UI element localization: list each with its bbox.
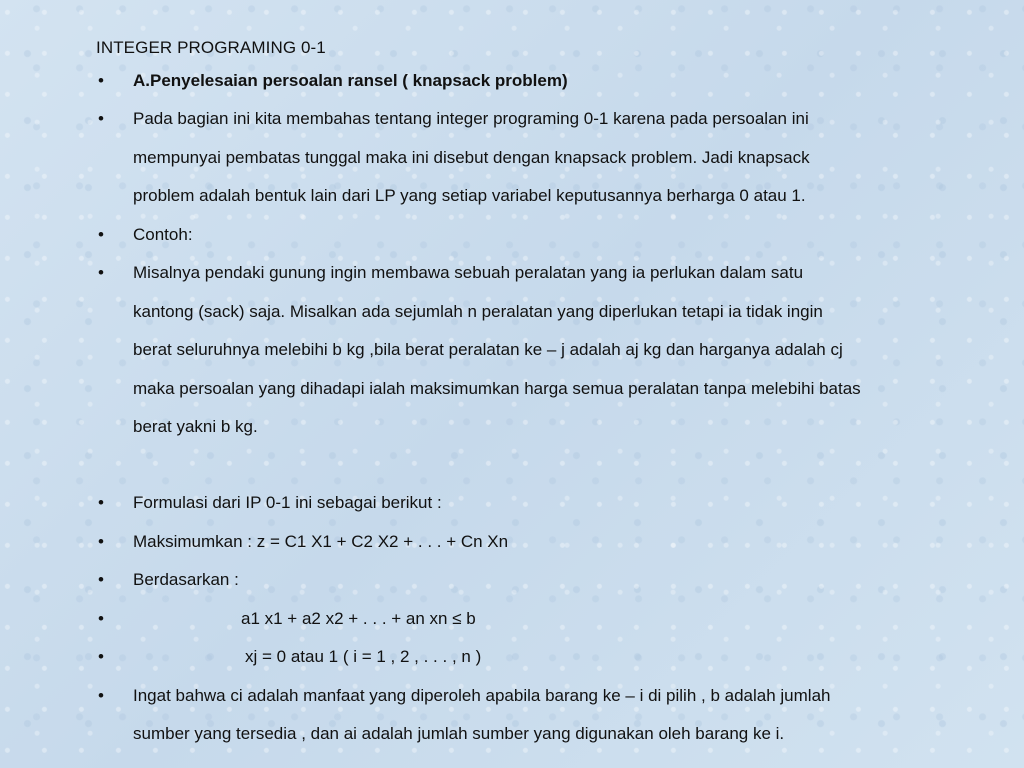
bullet-marker: • (98, 263, 104, 282)
paragraph-line: berat yakni b kg. (133, 417, 258, 436)
slide-title: INTEGER PROGRAMING 0-1 (96, 38, 326, 57)
bullet-marker: • (98, 225, 104, 244)
constraint-line: a1 x1 + a2 x2 + . . . + an xn ≤ b (241, 609, 476, 628)
formula-line: Maksimumkan : z = C1 X1 + C2 X2 + . . . + Cn Xn (133, 532, 509, 551)
constraint-line: xj = 0 atau 1 ( i = 1 , 2 , . . . , n ) (245, 647, 482, 666)
paragraph-line: maka persoalan yang dihadapi ialah maksimumkan harga semua peralatan tanpa melebihi batas (133, 379, 861, 398)
bullet-marker: • (98, 532, 104, 551)
bullet-marker: • (98, 647, 104, 666)
paragraph-line: mempunyai pembatas tunggal maka ini disebut dengan knapsack problem. Jadi knapsack (133, 148, 810, 167)
paragraph-line: Ingat bahwa ci adalah manfaat yang diperoleh apabila barang ke – i di pilih , b adalah jumlah (133, 686, 831, 705)
bullet-marker: • (98, 570, 104, 589)
bullet-marker: • (98, 686, 104, 705)
paragraph-line: Berdasarkan : (133, 570, 239, 589)
paragraph-line: kantong (sack) saja. Misalkan ada sejumlah n peralatan yang diperlukan tetapi ia tidak ingin (133, 302, 823, 321)
paragraph-line: problem adalah bentuk lain dari LP yang setiap variabel keputusannya berharga 0 atau 1. (133, 186, 806, 205)
bullet-marker: • (98, 493, 104, 512)
paragraph-line: berat seluruhnya melebihi b kg ,bila berat peralatan ke – j adalah aj kg dan harganya adalah cj (133, 340, 843, 359)
paragraph-line: Pada bagian ini kita membahas tentang integer programing 0-1 karena pada persoalan ini (133, 109, 809, 128)
paragraph-line: sumber yang tersedia , dan ai adalah jumlah sumber yang digunakan oleh barang ke i. (133, 724, 785, 743)
paragraph-line: Formulasi dari IP 0-1 ini sebagai berikut : (133, 493, 442, 512)
bullet-marker: • (98, 609, 104, 628)
subheading: A.Penyelesaian persoalan ransel ( knapsack problem) (133, 71, 568, 90)
bullet-marker: • (98, 109, 104, 128)
bullet-marker: • (98, 71, 104, 90)
paragraph-line: Contoh: (133, 225, 193, 244)
paragraph-line: Misalnya pendaki gunung ingin membawa sebuah peralatan yang ia perlukan dalam satu (133, 263, 804, 282)
